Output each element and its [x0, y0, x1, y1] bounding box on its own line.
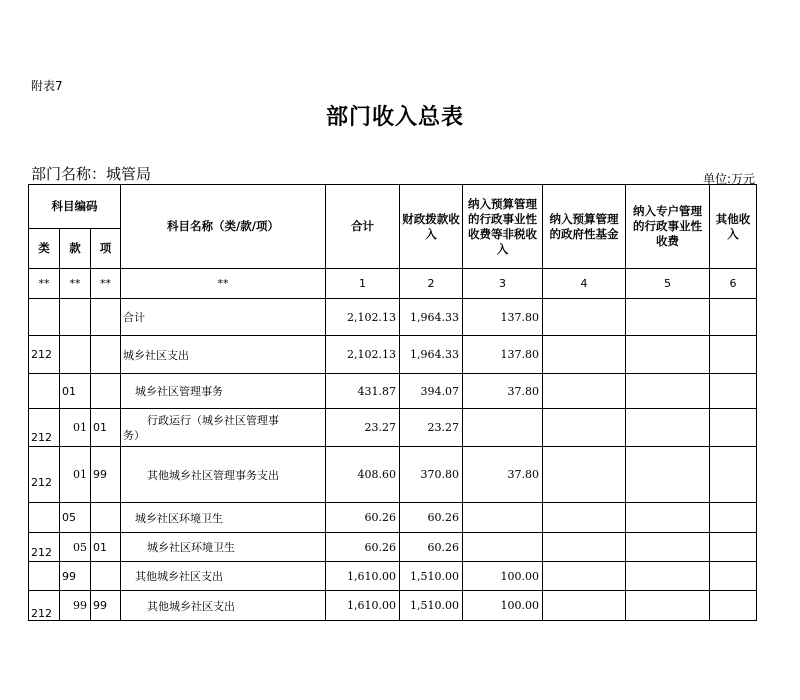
cell-gov-fund — [543, 503, 626, 533]
cell-xiang — [91, 299, 121, 336]
index-kuan: ** — [60, 269, 91, 299]
index-gov-fund: 4 — [543, 269, 626, 299]
cell-total: 1,610.00 — [326, 591, 400, 621]
cell-gov-fund — [543, 533, 626, 562]
annex-label: 附表7 — [31, 79, 63, 93]
cell-name: 其他城乡社区管理事务支出 — [121, 447, 326, 503]
header-gov-fund: 纳入预算管理的政府性基金 — [543, 185, 626, 269]
table-row — [29, 562, 757, 591]
table-row — [29, 447, 757, 503]
cell-xiang: 01 — [91, 409, 121, 447]
cell-special-mgmt — [626, 591, 710, 621]
cell-name-line1: 行政运行（城乡社区管理事 — [147, 413, 279, 427]
cell-xiang — [91, 503, 121, 533]
cell-lei: 212 — [29, 447, 60, 503]
cell-lei — [29, 562, 60, 591]
cell-special-mgmt — [626, 374, 710, 409]
cell-lei: 212 — [29, 533, 60, 562]
cell-budget-mgmt — [463, 503, 543, 533]
cell-xiang — [91, 336, 121, 374]
cell-fiscal: 1,964.33 — [400, 336, 463, 374]
cell-kuan: 05 — [60, 533, 91, 562]
cell-gov-fund — [543, 299, 626, 336]
department-name: 部门名称：城管局 — [31, 165, 152, 183]
table-row — [29, 299, 757, 336]
cell-xiang — [91, 562, 121, 591]
index-fiscal: 2 — [400, 269, 463, 299]
cell-budget-mgmt: 137.80 — [463, 299, 543, 336]
header-kuan: 款 — [60, 229, 91, 269]
cell-other — [710, 299, 757, 336]
index-budget-mgmt: 3 — [463, 269, 543, 299]
cell-special-mgmt — [626, 447, 710, 503]
cell-name: 城乡社区管理事务 — [121, 374, 326, 409]
table-row — [29, 336, 757, 374]
cell-lei: 212 — [29, 409, 60, 447]
table-row — [29, 533, 757, 562]
cell-other — [710, 533, 757, 562]
cell-xiang: 01 — [91, 533, 121, 562]
cell-special-mgmt — [626, 336, 710, 374]
cell-gov-fund — [543, 447, 626, 503]
cell-total: 1,610.00 — [326, 562, 400, 591]
index-total: 1 — [326, 269, 400, 299]
table-row — [29, 503, 757, 533]
cell-special-mgmt — [626, 299, 710, 336]
cell-other — [710, 562, 757, 591]
cell-xiang — [91, 374, 121, 409]
cell-lei — [29, 299, 60, 336]
cell-special-mgmt — [626, 503, 710, 533]
cell-lei — [29, 503, 60, 533]
cell-fiscal: 1,510.00 — [400, 591, 463, 621]
cell-gov-fund — [543, 562, 626, 591]
cell-budget-mgmt: 137.80 — [463, 336, 543, 374]
cell-other — [710, 447, 757, 503]
cell-name — [121, 409, 326, 447]
cell-budget-mgmt: 100.00 — [463, 562, 543, 591]
cell-kuan — [60, 299, 91, 336]
cell-name-line2: 务） — [123, 428, 145, 442]
cell-name: 其他城乡社区支出 — [121, 562, 326, 591]
cell-fiscal: 370.80 — [400, 447, 463, 503]
cell-gov-fund — [543, 374, 626, 409]
header-fiscal: 财政拨款收入 — [400, 185, 463, 269]
header-other: 其他收入 — [710, 185, 757, 269]
cell-name: 其他城乡社区支出 — [121, 591, 326, 621]
cell-budget-mgmt — [463, 533, 543, 562]
cell-other — [710, 503, 757, 533]
cell-other — [710, 336, 757, 374]
header-code-group: 科目编码 — [29, 185, 121, 229]
income-summary-table — [28, 184, 757, 621]
index-lei: ** — [29, 269, 60, 299]
cell-kuan: 05 — [60, 503, 91, 533]
cell-gov-fund — [543, 336, 626, 374]
index-name: ** — [121, 269, 326, 299]
cell-gov-fund — [543, 591, 626, 621]
cell-kuan: 99 — [60, 591, 91, 621]
cell-total: 60.26 — [326, 533, 400, 562]
table-row — [29, 374, 757, 409]
cell-budget-mgmt — [463, 409, 543, 447]
cell-name: 城乡社区环境卫生 — [121, 533, 326, 562]
header-total: 合计 — [326, 185, 400, 269]
cell-other — [710, 409, 757, 447]
cell-fiscal: 394.07 — [400, 374, 463, 409]
cell-special-mgmt — [626, 409, 710, 447]
cell-lei: 212 — [29, 591, 60, 621]
cell-other — [710, 591, 757, 621]
cell-total: 23.27 — [326, 409, 400, 447]
header-budget-mgmt: 纳入预算管理的行政事业性收费等非税收入 — [463, 185, 543, 269]
cell-name: 合计 — [121, 299, 326, 336]
cell-kuan: 99 — [60, 562, 91, 591]
cell-kuan: 01 — [60, 447, 91, 503]
cell-other — [710, 374, 757, 409]
cell-total: 2,102.13 — [326, 336, 400, 374]
header-lei: 类 — [29, 229, 60, 269]
index-special-mgmt: 5 — [626, 269, 710, 299]
cell-gov-fund — [543, 409, 626, 447]
cell-name: 城乡社区环境卫生 — [121, 503, 326, 533]
cell-total: 431.87 — [326, 374, 400, 409]
cell-fiscal: 60.26 — [400, 503, 463, 533]
cell-total: 60.26 — [326, 503, 400, 533]
cell-fiscal: 1,510.00 — [400, 562, 463, 591]
table-row — [29, 409, 757, 447]
cell-kuan — [60, 336, 91, 374]
cell-xiang: 99 — [91, 447, 121, 503]
cell-name: 城乡社区支出 — [121, 336, 326, 374]
cell-fiscal: 23.27 — [400, 409, 463, 447]
cell-budget-mgmt: 37.80 — [463, 374, 543, 409]
cell-total: 408.60 — [326, 447, 400, 503]
cell-special-mgmt — [626, 533, 710, 562]
cell-budget-mgmt: 100.00 — [463, 591, 543, 621]
index-other: 6 — [710, 269, 757, 299]
cell-special-mgmt — [626, 562, 710, 591]
unit-label: 单位:万元 — [702, 172, 755, 186]
index-xiang: ** — [91, 269, 121, 299]
cell-kuan: 01 — [60, 374, 91, 409]
cell-budget-mgmt: 37.80 — [463, 447, 543, 503]
page-title: 部门收入总表 — [325, 105, 464, 130]
header-special-mgmt: 纳入专户管理的行政事业性收费 — [626, 185, 710, 269]
cell-fiscal: 1,964.33 — [400, 299, 463, 336]
cell-xiang: 99 — [91, 591, 121, 621]
cell-total: 2,102.13 — [326, 299, 400, 336]
cell-kuan: 01 — [60, 409, 91, 447]
cell-lei: 212 — [29, 336, 60, 374]
table-row — [29, 591, 757, 621]
header-xiang: 项 — [91, 229, 121, 269]
cell-fiscal: 60.26 — [400, 533, 463, 562]
header-name: 科目名称（类/款/项） — [121, 185, 326, 269]
cell-lei — [29, 374, 60, 409]
